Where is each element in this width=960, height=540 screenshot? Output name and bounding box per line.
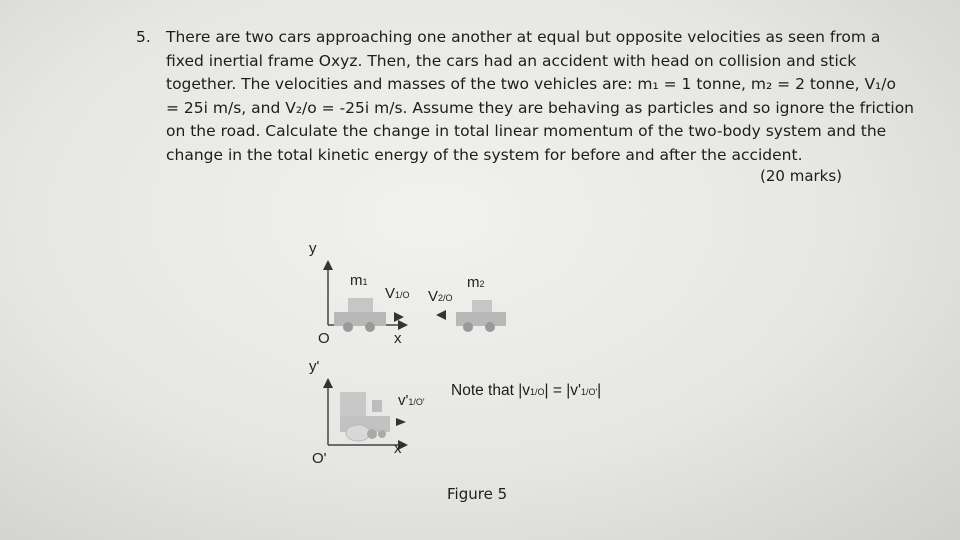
m1-label: m1 xyxy=(350,272,368,289)
v1-prime-arrow xyxy=(396,418,406,426)
y-prime-axis-label: y' xyxy=(309,358,320,375)
v1-label: V1/O xyxy=(385,285,410,302)
question-number: 5. xyxy=(136,28,151,46)
question-line: There are two cars approaching one another at equal but opposite velocities as seen from a xyxy=(166,28,881,46)
figure-caption: Figure 5 xyxy=(447,485,508,503)
combined-cars-shape xyxy=(340,392,390,441)
x-prime-axis-label: x' xyxy=(394,440,405,457)
origin-label: O xyxy=(318,330,330,347)
question-line: on the road. Calculate the change in total linear momentum of the two-body system and the xyxy=(166,122,887,140)
marks-label: (20 marks) xyxy=(760,167,843,185)
v2-arrow xyxy=(436,310,446,320)
v2-label: V2/O xyxy=(428,288,453,305)
question-line: change in the total kinetic energy of the system for before and after the accident. xyxy=(166,145,803,164)
x-axis-arrow xyxy=(398,320,408,330)
v1-prime-label: v'1/O' xyxy=(398,392,425,409)
car-1-shape xyxy=(334,298,386,332)
question-line: together. The velocities and masses of the two vehicles are: m₁ = 1 tonne, m₂ = 2 tonne, V₁/o xyxy=(166,75,896,93)
question-line: = 25i m/s, and V₂/o = -25i m/s. Assume they are behaving as particles and so ignore the friction xyxy=(166,98,915,117)
x-axis-label: x xyxy=(394,330,402,347)
y-prime-axis-arrow xyxy=(323,378,333,388)
note-text: Note that |v1/O| = |v'1/O'| xyxy=(451,382,602,399)
question-line: fixed inertial frame Oxyz. Then, the cars had an accident with head on collision and stick xyxy=(166,51,857,70)
y-axis-label: y xyxy=(309,240,317,257)
origin-prime-label: O' xyxy=(312,450,327,467)
car-2-shape xyxy=(456,300,506,332)
question-text xyxy=(166,26,915,167)
y-axis-arrow xyxy=(323,260,333,270)
m2-label: m2 xyxy=(467,274,485,291)
